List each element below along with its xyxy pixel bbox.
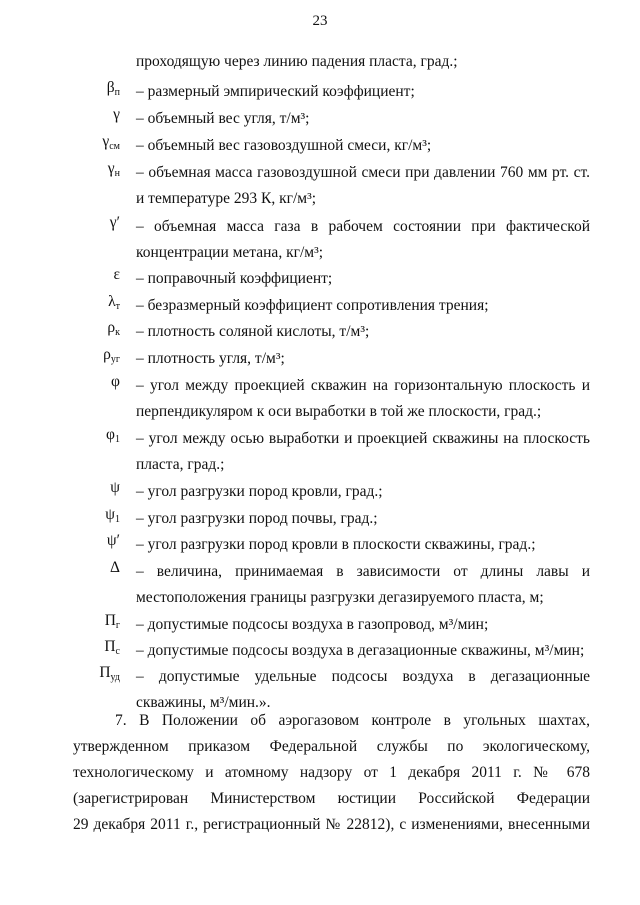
symbol: ε [113, 266, 120, 283]
symbol: $\beta_п$ [106, 79, 120, 98]
definition-text: – плотность угля, т/м³; [136, 350, 285, 367]
definition-text: – безразмерный коэффициент сопротивления трения; [136, 297, 489, 314]
definition-text: – размерный эмпирический коэффициент; [136, 83, 415, 100]
symbol: $П_с$ [104, 638, 120, 657]
definition-text: – угол разгрузки пород кровли, град.; [136, 483, 383, 500]
symbol: $П_г$ [104, 612, 120, 631]
definition-text: – угол между осью выработки и проекцией скважины на плоскость пласта, град.; [136, 430, 590, 473]
definition-text: – допустимые удельные подсосы воздуха в дегазационные скважины, м³/мин.». [136, 668, 590, 711]
definition-text: – объемная масса газовоздушной смеси при давлении 760 мм рт. ст. и температуре 293 К, кг/м³; [136, 164, 590, 207]
paragraph-line: (зарегистрирован Министерством юстиции Российской Федерации [73, 790, 590, 807]
definition-text: – угол разгрузки пород кровли в плоскости скважины, град.; [136, 536, 536, 553]
page-number: 23 [312, 13, 328, 29]
definition-text: – объемный вес угля, т/м³; [136, 110, 310, 127]
symbol: $\rho_{уг}$ [103, 346, 120, 365]
symbol: φ [111, 373, 120, 390]
body-paragraph [73, 708, 590, 838]
definition-text: – допустимые подсосы воздуха в дегазационные скважины, м³/мин; [136, 642, 585, 659]
symbol: γ [113, 106, 120, 123]
symbol: $\varphi_1$ [106, 426, 120, 445]
continuation-line: проходящую через линию падения пласта, град.; [136, 53, 458, 70]
paragraph-line: 7. В Положении об аэрогазовом контроле в угольных шахтах, [115, 712, 590, 729]
definition-text: – угол разгрузки пород почвы, град.; [136, 510, 378, 527]
symbol: $\rho_к$ [107, 319, 120, 338]
paragraph-line: утвержденном приказом Федеральной службы по экологическому, [73, 738, 590, 755]
paragraph-line: технологическому и атомному надзору от 1 декабря 2011 г. № 678 [73, 764, 590, 781]
definition-text: – величина, принимаемая в зависимости от длины лавы и местоположения границы разгрузки дегазируемого пласта, м; [136, 563, 590, 606]
symbol: ψ [110, 479, 120, 496]
definition-text: – поправочный коэффициент; [136, 270, 333, 287]
symbol: $\psi_1$ [105, 506, 120, 525]
definition-text: – допустимые подсосы воздуха в газопровод, м³/мин; [136, 616, 489, 633]
symbol: $П_{уд}$ [99, 664, 120, 683]
definition-text: – объемная масса газа в рабочем состоянии при фактической концентрации метана, кг/м³; [136, 218, 590, 261]
symbol: $\gamma_{см}$ [102, 133, 120, 152]
symbol: $\lambda_т$ [108, 293, 120, 312]
definition-text: – плотность соляной кислоты, т/м³; [136, 323, 370, 340]
symbol: $\gamma_н$ [107, 160, 120, 179]
definition-text: – угол между проекцией скважин на горизонтальную плоскость и перпендикуляром к оси выработки в той же плоскости, град.; [136, 377, 590, 420]
paragraph-line: 29 декабря 2011 г., регистрационный № 22812), с изменениями, внесенными [73, 816, 590, 833]
symbol: γ′ [109, 214, 120, 231]
definition-text: – объемный вес газовоздушной смеси, кг/м³; [136, 137, 432, 154]
symbol: Δ [110, 559, 120, 576]
symbol: ψ′ [106, 532, 120, 549]
